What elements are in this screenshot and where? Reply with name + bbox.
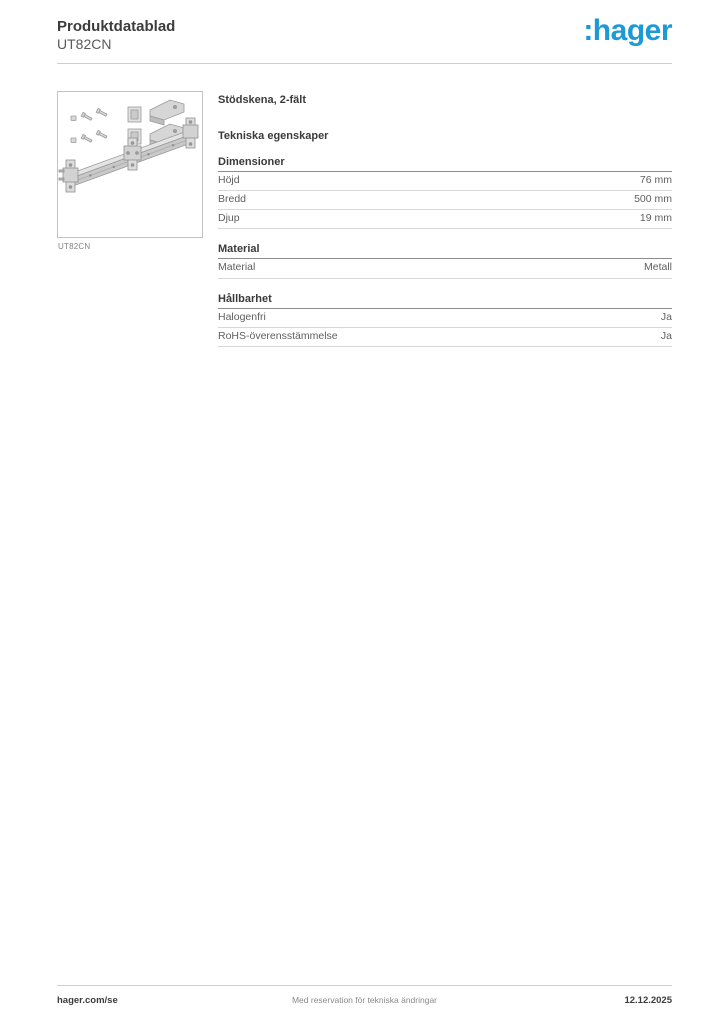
spec-section-dimensioner: [218, 156, 672, 229]
section-title: Material: [218, 243, 672, 259]
product-code: UT82CN: [57, 36, 112, 52]
spec-value: Ja: [660, 329, 672, 342]
spec-label: Höjd: [218, 174, 240, 186]
header-divider: [57, 63, 672, 64]
spec-row-hojd: [218, 172, 672, 191]
spec-row-halogenfri: [218, 309, 672, 328]
section-title: Dimensioner: [218, 156, 672, 172]
spec-value: 76 mm: [639, 174, 672, 186]
footer-date: 12.12.2025: [624, 995, 672, 1006]
footer-divider: [57, 985, 672, 986]
hager-logo: :hager: [583, 14, 672, 47]
product-image: [58, 92, 202, 237]
spec-value: 500 mm: [634, 193, 672, 206]
spec-section-hallbarhet: [218, 293, 672, 347]
product-image-frame: [57, 91, 203, 238]
screw-set-icon: [71, 108, 107, 143]
product-name: Stödskena, 2-fält: [218, 94, 307, 106]
spec-row-material: [218, 259, 672, 278]
spec-label: Material: [218, 261, 256, 274]
spec-value: Ja: [660, 310, 672, 323]
spec-row-djup: [218, 210, 672, 229]
spec-row-rohs: [218, 328, 672, 347]
spec-section-material: [218, 243, 672, 278]
spec-row-bredd: [218, 191, 672, 210]
spec-label: RoHS-överensstämmelse: [218, 329, 338, 342]
page-title: Produktdatablad: [57, 18, 176, 35]
spec-label: Bredd: [218, 193, 247, 206]
spec-value: 19 mm: [639, 212, 672, 225]
specs-heading: Tekniska egenskaper: [218, 130, 329, 142]
section-title: Hållbarhet: [218, 293, 672, 309]
product-image-caption: UT82CN: [58, 242, 91, 251]
footer-disclaimer: Med reservation för tekniska ändringar: [291, 995, 438, 1005]
page-header: [57, 14, 672, 58]
page-footer: [57, 995, 672, 1006]
rail-end-bracket-left-icon: [59, 160, 78, 192]
footer-website-link[interactable]: hager.com/se: [57, 995, 118, 1006]
spec-label: Halogenfri: [218, 310, 266, 323]
spec-value: Metall: [643, 261, 672, 274]
spec-label: Djup: [218, 212, 240, 225]
specs-column: [218, 94, 672, 347]
